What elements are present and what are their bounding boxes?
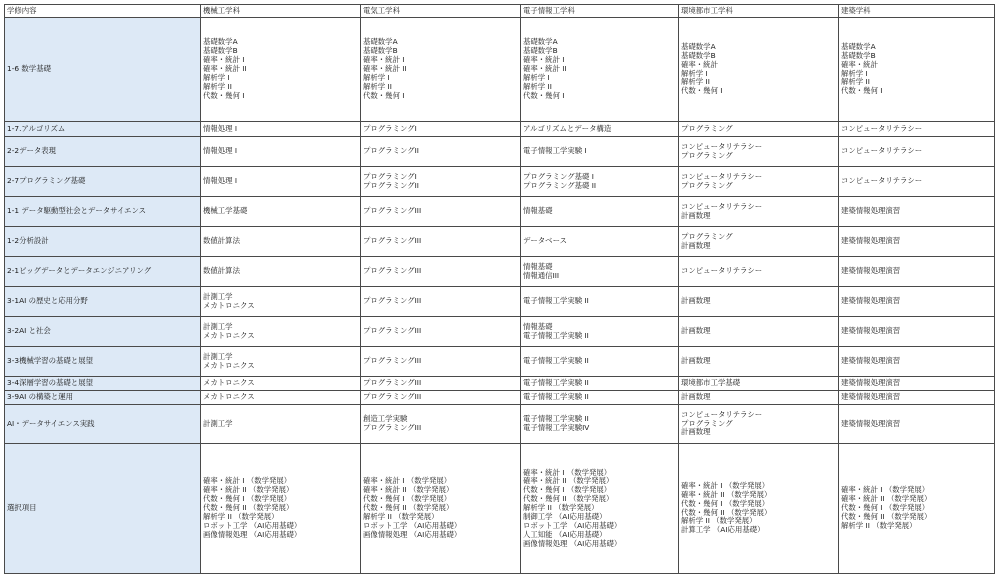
course-cell bbox=[679, 18, 839, 122]
course-name: 確率・統計 I bbox=[523, 55, 565, 65]
course-name: 基礎数学A bbox=[841, 41, 876, 51]
row-label-cell: 1-7.アルゴリズム bbox=[5, 122, 201, 137]
course-name: 情報基礎 bbox=[523, 206, 553, 216]
course-name: 計画数理 bbox=[681, 392, 711, 402]
course-name: 代数・幾何 I bbox=[203, 90, 245, 100]
course-name: プログラミング bbox=[681, 180, 733, 190]
course-name: メカトロニクス bbox=[203, 392, 255, 402]
course-cell bbox=[679, 317, 839, 347]
course-cell bbox=[361, 317, 521, 347]
course-name: プログラミング bbox=[681, 418, 733, 428]
course-name: プログラミング基礎 I bbox=[523, 171, 594, 181]
course-name: プログラミング bbox=[681, 150, 733, 160]
table-row bbox=[5, 227, 995, 257]
course-name: 代数・幾何 I （数学発展） bbox=[841, 503, 930, 513]
course-name: 建築情報処理演習 bbox=[841, 206, 901, 216]
course-name: 電子情報工学実験IV bbox=[523, 423, 590, 432]
course-name: 基礎数学B bbox=[363, 46, 398, 56]
course-name: 計測工学 bbox=[203, 291, 233, 301]
course-name: コンピュータリテラシー bbox=[841, 123, 923, 133]
row-label-cell: AI・データサイエンス実践 bbox=[5, 405, 201, 444]
table-row bbox=[5, 257, 995, 287]
course-name: ロボット工学 （AI応用基礎） bbox=[523, 520, 622, 530]
table-row bbox=[5, 347, 995, 377]
course-name: 解析学 II （数学発展） bbox=[203, 511, 279, 521]
row-label-cell: 1-1 データ駆動型社会とデータサイエンス bbox=[5, 197, 201, 227]
course-cell bbox=[679, 257, 839, 287]
course-cell bbox=[361, 122, 521, 137]
row-label-cell: 3-4深層学習の基礎と展望 bbox=[5, 377, 201, 391]
course-name: メカトロニクス bbox=[203, 330, 255, 340]
course-name: 情報処理 I bbox=[203, 176, 238, 186]
header-cell-civil: 環境都市工学科 bbox=[679, 5, 839, 18]
course-cell bbox=[521, 167, 679, 197]
course-cell bbox=[679, 287, 839, 317]
row-label-cell: 1-2分析設計 bbox=[5, 227, 201, 257]
course-name: プログラミングII bbox=[363, 180, 419, 190]
course-name: 代数・幾何 II （数学発展） bbox=[681, 507, 772, 517]
curriculum-table-body bbox=[5, 5, 995, 574]
course-name: 画像情報処理 （AI応用基礎） bbox=[203, 529, 302, 539]
course-cell bbox=[521, 257, 679, 287]
row-label-cell: 選択項目 bbox=[5, 444, 201, 574]
course-cell bbox=[361, 405, 521, 444]
course-cell bbox=[839, 257, 995, 287]
course-name: 電子情報工学実験 II bbox=[523, 356, 589, 366]
course-cell bbox=[201, 287, 361, 317]
course-name: 解析学 II bbox=[523, 81, 552, 91]
course-name: 確率・統計 I bbox=[363, 55, 405, 65]
course-name: 代数・幾何 II （数学発展） bbox=[363, 503, 454, 513]
course-name: 計測工学 bbox=[203, 418, 233, 428]
course-name: 確率・統計 II （数学発展） bbox=[523, 476, 614, 486]
course-cell bbox=[839, 197, 995, 227]
course-name: 確率・統計 II （数学発展） bbox=[363, 485, 454, 495]
course-name: 代数・幾何 I bbox=[681, 86, 723, 96]
row-label-cell: 3-9AI の構築と運用 bbox=[5, 391, 201, 405]
course-name: 環境都市工学基礎 bbox=[681, 378, 741, 388]
course-name: 代数・幾何 I bbox=[363, 90, 405, 100]
course-name: 情報通信III bbox=[523, 270, 560, 280]
course-name: 代数・幾何 I （数学発展） bbox=[203, 494, 292, 504]
course-cell bbox=[201, 122, 361, 137]
course-cell bbox=[839, 391, 995, 405]
course-cell bbox=[839, 227, 995, 257]
course-cell bbox=[201, 167, 361, 197]
course-cell bbox=[201, 347, 361, 377]
course-name: 基礎数学B bbox=[523, 46, 558, 56]
course-cell bbox=[361, 137, 521, 167]
course-name: 確率・統計 II （数学発展） bbox=[681, 489, 772, 499]
table-row bbox=[5, 287, 995, 317]
header-cell-mechanical: 機械工学科 bbox=[201, 5, 361, 18]
course-name: 基礎数学A bbox=[363, 37, 398, 47]
header-cell-electrical: 電気工学科 bbox=[361, 5, 521, 18]
course-name: メカトロニクス bbox=[203, 378, 255, 388]
course-name: 確率・統計 bbox=[841, 59, 878, 69]
course-cell bbox=[521, 391, 679, 405]
course-name: 解析学 II bbox=[363, 81, 392, 91]
course-name: コンピュータリテラシー bbox=[681, 141, 763, 151]
course-name: 確率・統計 I （数学発展） bbox=[363, 476, 452, 486]
course-name: 確率・統計 bbox=[681, 59, 718, 69]
course-cell bbox=[361, 197, 521, 227]
course-cell bbox=[679, 444, 839, 574]
course-cell bbox=[521, 317, 679, 347]
course-name: 代数・幾何 I （数学発展） bbox=[681, 498, 770, 508]
course-cell bbox=[679, 122, 839, 137]
course-name: プログラミングIII bbox=[363, 378, 422, 388]
course-name: 解析学 II bbox=[203, 81, 232, 91]
row-label-cell: 3-2AI と社会 bbox=[5, 317, 201, 347]
course-name: 計画数理 bbox=[681, 210, 711, 220]
course-name: 基礎数学A bbox=[681, 41, 716, 51]
course-cell bbox=[679, 167, 839, 197]
course-cell bbox=[201, 137, 361, 167]
course-name: プログラミング bbox=[681, 231, 733, 241]
course-name: 確率・統計 I bbox=[203, 55, 245, 65]
course-name: 確率・統計 I （数学発展） bbox=[841, 485, 930, 495]
course-name: プログラミングIII bbox=[363, 236, 422, 246]
table-row bbox=[5, 405, 995, 444]
course-name: 解析学 I bbox=[363, 72, 390, 82]
course-name: 電子情報工学実験 II bbox=[523, 378, 589, 388]
course-cell bbox=[521, 227, 679, 257]
course-cell bbox=[521, 137, 679, 167]
course-cell bbox=[679, 137, 839, 167]
course-cell bbox=[361, 391, 521, 405]
course-name: コンピュータリテラシー bbox=[841, 176, 923, 186]
course-name: プログラミングIII bbox=[363, 266, 422, 276]
course-name: 計算工学 （AI応用基礎） bbox=[681, 525, 765, 535]
course-cell bbox=[679, 377, 839, 391]
course-cell bbox=[521, 18, 679, 122]
course-cell bbox=[839, 167, 995, 197]
course-cell bbox=[679, 227, 839, 257]
course-name: 解析学 II bbox=[681, 77, 710, 87]
course-name: 確率・統計 I （数学発展） bbox=[203, 476, 292, 486]
course-name: 基礎数学A bbox=[523, 37, 558, 47]
course-name: プログラミング bbox=[681, 123, 733, 133]
course-name: 電子情報工学実験 II bbox=[523, 296, 589, 306]
row-label-cell: 3-3機械学習の基礎と展望 bbox=[5, 347, 201, 377]
course-name: 情報処理 I bbox=[203, 123, 238, 133]
table-row bbox=[5, 317, 995, 347]
curriculum-table bbox=[4, 4, 995, 574]
course-name: アルゴリズムとデータ構造 bbox=[523, 123, 612, 133]
course-name: 画像情報処理 （AI応用基礎） bbox=[523, 538, 622, 548]
course-name: プログラミングIII bbox=[363, 326, 422, 336]
course-cell bbox=[521, 287, 679, 317]
course-name: 代数・幾何 I （数学発展） bbox=[363, 494, 452, 504]
course-name: 確率・統計 II bbox=[363, 64, 407, 74]
table-row bbox=[5, 18, 995, 122]
course-name: プログラミングI bbox=[363, 123, 417, 133]
row-label-cell: 3-1AI の歴史と応用分野 bbox=[5, 287, 201, 317]
course-name: プログラミングIII bbox=[363, 356, 422, 366]
course-name: コンピュータリテラシー bbox=[681, 409, 763, 419]
course-cell bbox=[839, 444, 995, 574]
course-name: 情報基礎 bbox=[523, 261, 553, 271]
course-cell bbox=[679, 347, 839, 377]
course-name: 代数・幾何 I （数学発展） bbox=[523, 485, 612, 495]
course-name: 解析学 II （数学発展） bbox=[681, 516, 757, 526]
course-name: 確率・統計 II bbox=[203, 64, 247, 74]
course-cell bbox=[839, 347, 995, 377]
course-name: コンピュータリテラシー bbox=[681, 171, 763, 181]
course-name: プログラミングI bbox=[363, 171, 417, 181]
course-name: プログラミングIII bbox=[363, 423, 422, 432]
course-name: 確率・統計 I （数学発展） bbox=[681, 480, 770, 490]
course-name: 創造工学実験 bbox=[363, 414, 408, 424]
course-cell bbox=[361, 444, 521, 574]
course-cell bbox=[201, 317, 361, 347]
course-name: 建築情報処理演習 bbox=[841, 378, 901, 388]
course-name: 計画数理 bbox=[681, 427, 711, 437]
course-name: 代数・幾何 I bbox=[523, 90, 565, 100]
course-name: 解析学 I bbox=[681, 68, 708, 78]
course-name: 計画数理 bbox=[681, 326, 711, 336]
course-name: 解析学 II （数学発展） bbox=[523, 503, 599, 513]
course-cell bbox=[839, 18, 995, 122]
table-row bbox=[5, 444, 995, 574]
header-cell-architecture: 建築学科 bbox=[839, 5, 995, 18]
course-name: 建築情報処理演習 bbox=[841, 356, 901, 366]
course-name: 計測工学 bbox=[203, 321, 233, 331]
course-name: 代数・幾何 I bbox=[841, 86, 883, 96]
course-name: 基礎数学B bbox=[681, 50, 716, 60]
course-name: 計測工学 bbox=[203, 351, 233, 361]
course-name: 代数・幾何 II （数学発展） bbox=[523, 494, 614, 504]
course-name: ロボット工学 （AI応用基礎） bbox=[203, 520, 302, 530]
course-cell bbox=[679, 405, 839, 444]
course-name: 数値計算法 bbox=[203, 236, 240, 246]
course-name: 建築情報処理演習 bbox=[841, 326, 901, 336]
row-label-cell: 2-7プログラミング基礎 bbox=[5, 167, 201, 197]
table-row bbox=[5, 197, 995, 227]
course-name: プログラミングIII bbox=[363, 296, 422, 306]
course-cell bbox=[201, 377, 361, 391]
course-name: 基礎数学A bbox=[203, 37, 238, 47]
course-name: 計画数理 bbox=[681, 296, 711, 306]
course-cell bbox=[839, 405, 995, 444]
course-name: 解析学 II bbox=[841, 77, 870, 87]
course-name: プログラミングIII bbox=[363, 392, 422, 402]
course-name: 代数・幾何 II （数学発展） bbox=[841, 511, 932, 521]
course-name: プログラミングII bbox=[363, 146, 419, 156]
course-cell bbox=[201, 227, 361, 257]
course-name: 建築情報処理演習 bbox=[841, 266, 901, 276]
course-name: 基礎数学B bbox=[841, 50, 876, 60]
course-name: 電子情報工学実験 II bbox=[523, 330, 589, 340]
course-name: 画像情報処理 （AI応用基礎） bbox=[363, 529, 462, 539]
table-row bbox=[5, 137, 995, 167]
course-name: 電子情報工学実験 I bbox=[523, 146, 587, 156]
course-name: コンピュータリテラシー bbox=[841, 146, 923, 156]
course-cell bbox=[361, 377, 521, 391]
course-name: 機械工学基礎 bbox=[203, 206, 248, 216]
course-cell bbox=[361, 167, 521, 197]
course-cell bbox=[521, 122, 679, 137]
course-name: 確率・統計 II （数学発展） bbox=[203, 485, 294, 495]
course-cell bbox=[361, 18, 521, 122]
course-name: 確率・統計 I （数学発展） bbox=[523, 467, 612, 477]
row-label-cell: 2-1ビッグデータとデータエンジニアリング bbox=[5, 257, 201, 287]
course-cell bbox=[201, 405, 361, 444]
course-cell bbox=[201, 18, 361, 122]
course-cell bbox=[839, 122, 995, 137]
course-cell bbox=[361, 287, 521, 317]
table-row bbox=[5, 122, 995, 137]
course-name: 計画数理 bbox=[681, 356, 711, 366]
course-cell bbox=[361, 347, 521, 377]
course-name: 建築情報処理演習 bbox=[841, 392, 901, 402]
course-cell bbox=[521, 405, 679, 444]
course-name: コンピュータリテラシー bbox=[681, 201, 763, 211]
course-cell bbox=[679, 197, 839, 227]
course-cell bbox=[839, 317, 995, 347]
course-name: 基礎数学B bbox=[203, 46, 238, 56]
header-cell-topic: 学修内容 bbox=[5, 5, 201, 18]
course-name: 数値計算法 bbox=[203, 266, 240, 276]
course-name: 人工知能 （AI応用基礎） bbox=[523, 529, 607, 539]
course-name: 情報基礎 bbox=[523, 321, 553, 331]
course-name: 解析学 I bbox=[523, 72, 550, 82]
course-cell bbox=[361, 257, 521, 287]
curriculum-table-wrapper bbox=[4, 4, 994, 574]
course-name: 電子情報工学実験 II bbox=[523, 414, 589, 424]
course-name: 解析学 II （数学発展） bbox=[841, 520, 917, 530]
course-cell bbox=[521, 197, 679, 227]
table-row bbox=[5, 377, 995, 391]
course-name: ロボット工学 （AI応用基礎） bbox=[363, 520, 462, 530]
table-row bbox=[5, 167, 995, 197]
course-cell bbox=[201, 197, 361, 227]
course-name: 電子情報工学実験 II bbox=[523, 392, 589, 402]
course-name: コンピュータリテラシー bbox=[681, 266, 763, 276]
course-name: 建築情報処理演習 bbox=[841, 296, 901, 306]
course-cell bbox=[521, 377, 679, 391]
course-name: 確率・統計 II （数学発展） bbox=[841, 494, 932, 504]
course-name: データベース bbox=[523, 236, 567, 246]
course-cell bbox=[839, 287, 995, 317]
course-name: 計画数理 bbox=[681, 240, 711, 250]
course-cell bbox=[361, 227, 521, 257]
course-name: メカトロニクス bbox=[203, 300, 255, 310]
course-cell bbox=[679, 391, 839, 405]
course-cell bbox=[201, 391, 361, 405]
row-label-cell: 1-6 数学基礎 bbox=[5, 18, 201, 122]
course-name: 解析学 I bbox=[841, 68, 868, 78]
course-name: 確率・統計 II bbox=[523, 64, 567, 74]
course-name: プログラミングIII bbox=[363, 206, 422, 216]
course-name: メカトロニクス bbox=[203, 360, 255, 370]
course-name: 代数・幾何 II （数学発展） bbox=[203, 503, 294, 513]
course-cell bbox=[839, 137, 995, 167]
course-name: 解析学 I bbox=[203, 72, 230, 82]
row-label-cell: 2-2データ表現 bbox=[5, 137, 201, 167]
course-name: 制御工学 （AI応用基礎） bbox=[523, 511, 607, 521]
header-row bbox=[5, 5, 995, 18]
course-name: 情報処理 I bbox=[203, 146, 238, 156]
course-cell bbox=[839, 377, 995, 391]
course-name: 解析学 II （数学発展） bbox=[363, 511, 439, 521]
course-cell bbox=[521, 444, 679, 574]
course-name: 建築情報処理演習 bbox=[841, 418, 901, 428]
header-cell-electronic-info: 電子情報工学科 bbox=[521, 5, 679, 18]
course-name: プログラミング基礎 II bbox=[523, 180, 597, 190]
course-cell bbox=[521, 347, 679, 377]
course-cell bbox=[201, 257, 361, 287]
course-cell bbox=[201, 444, 361, 574]
course-name: 建築情報処理演習 bbox=[841, 236, 901, 246]
table-row bbox=[5, 391, 995, 405]
